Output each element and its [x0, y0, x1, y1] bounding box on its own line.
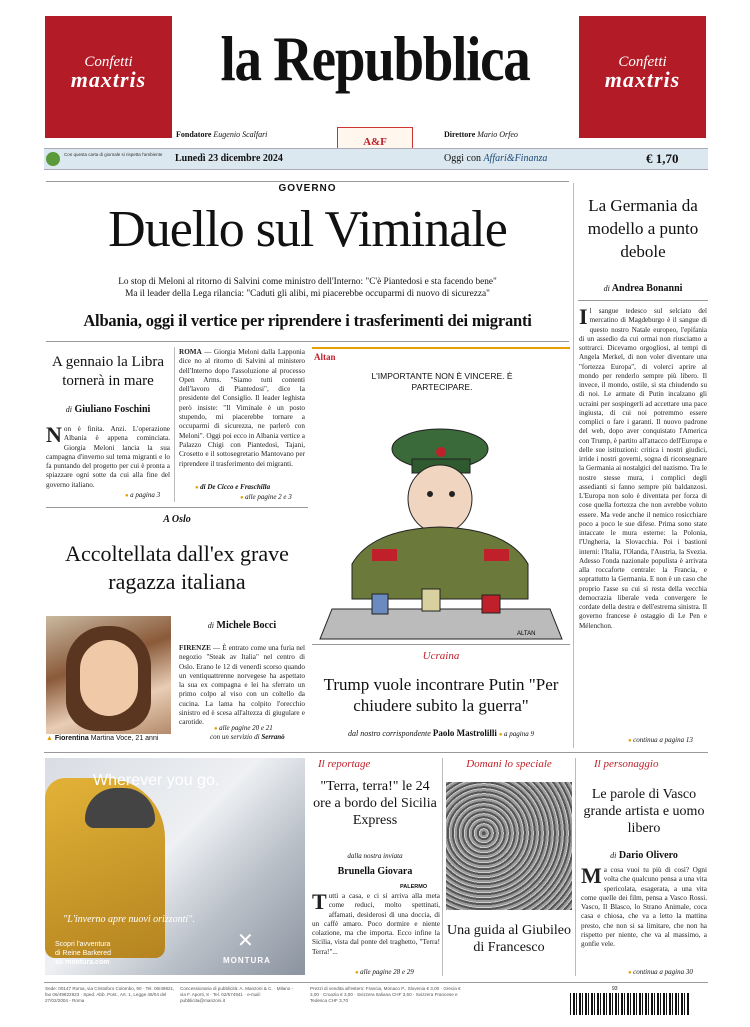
- oslo-headline[interactable]: Accoltellata dall'ex grave ragazza italiana: [65, 541, 289, 594]
- germany-byline: di Andrea Bonanni: [603, 283, 683, 294]
- footer-prices: Prezzi di vendita all'estero: Francia, Monaco P., Slovenia € 3,00 · Grecia € 3,00 · Croazia € 3,00 · Svizzera Italiana CHF 3,50 · Svizzera Francese e Tedesca CHF 3,70: [310, 986, 461, 1003]
- rule: [44, 982, 708, 983]
- main-ref[interactable]: ● alle pagine 2 e 3: [240, 493, 292, 501]
- supplement-line: Oggi con Affari&Finanza: [444, 153, 548, 164]
- main-body: ROMA — Giorgia Meloni dalla Lapponia dice no al ritorno di Salvini al ministero dell'Interno dopo l'assoluzione al processo Open Arms. "Siamo tutti contenti dell'lavoro di Piantedosi", dice la presidente del Consiglio. Il leader leghista però insiste: "Il Viminale è un posto stupendo, mi piacerebbe tornare a occuparmi di sicurezza, ne parlerò con Meloni". Oggi poi ecco in Albania vertice a Palazzo Chigi con Piantedosi, Tajani, Crosetto e il sottosegretario Mantovano per riprendere il trasferimento dei migranti.: [179, 348, 305, 468]
- ukraine-headline[interactable]: Trump vuole incontrare Putin "Per chiudere subito la guerra": [323, 675, 559, 715]
- cartoon-signature: ALTAN: [517, 631, 536, 637]
- character-headline[interactable]: Le parole di Vasco grande artista e uomo libero: [583, 787, 705, 836]
- main-deck: Lo stop di Meloni al ritorno di Salvini come ministro dell'Interno: "C'è Piantedosi e sta facendo bene" Ma il leader della Lega rilancia: "Caduti gli alibi, mi piacerebbe occuparmi di nuovo di sicurezza": [118, 277, 497, 299]
- rule: [44, 752, 708, 753]
- sub-headline[interactable]: Albania, oggi il vertice per riprendere i trasferimenti dei migranti: [83, 311, 532, 330]
- dateline-bar: Con questa carta di giornale si rispetta l'ambiente Lunedì 23 dicembre 2024 Oggi con Affari&Finanza € 1,70: [44, 148, 708, 170]
- footer-ads: Concessionaria di pubblicità: A. Manzoni & C. · Milano - via F. Aporti, 8 · Tel. 02/574941 · e-mail: pubblicita@manzoni.it: [180, 986, 294, 1003]
- character-body: Ma cosa vuoi tu più di così? Ogni volta che qualcuno pensa a una vita spericolata, esagerata, a una vita come quelle dei film, pensa a Vasco Rossi. Vasco, Il Blasco, lo Strano Animale, coca casa e chiosa, che va a letto la mattina presto, che non si sa limitare, che non ha rispetto per niente, che va al massimo, a gonfie vele.: [581, 863, 707, 949]
- oslo-kicker: A Oslo: [163, 514, 191, 525]
- barcode-no: 93: [612, 986, 618, 992]
- cartoon-caption: L'IMPORTANTE NON È VINCERE. È PARTECIPARE.: [371, 371, 513, 392]
- germany-ref[interactable]: ● continua a pagina 13: [628, 736, 693, 744]
- oslo-body: FIRENZE — È entrato come una furia nel negozio "Steak av Italia" nel centro di Oslo. Erano le 12 di venerdì scorso quando un ventiquattrenne norvegese ha aspettato la sua ex compagna e lei ha sferrato un primo colpo al viso con un coltello da cucina. La lama ha colpito l'orecchio sinistro ed è scesa all'altezza di giugulare e carotide.: [179, 644, 305, 727]
- main-headline[interactable]: Duello sul Viminale: [108, 201, 507, 258]
- ukraine-byline: dal nostro corrispondente Paolo Mastrolilli ● a pagina 9: [312, 728, 570, 738]
- divider: [442, 758, 443, 976]
- ad-right[interactable]: Confetti maxtris: [579, 16, 706, 138]
- character-ref[interactable]: ● continua a pagina 30: [628, 968, 693, 976]
- eco-icon: [46, 152, 60, 166]
- body-city: PALERMO: [400, 884, 428, 890]
- divider: [573, 183, 574, 748]
- oslo-ref[interactable]: ● alle pagine 20 e 21: [214, 724, 273, 732]
- reportage-kicker: Il reportage: [318, 758, 371, 770]
- date: Lunedì 23 dicembre 2024: [175, 153, 283, 164]
- byline-prefix: dalla nostra inviata: [347, 852, 403, 860]
- barcode: [570, 993, 690, 1015]
- germany-body: Il sangue tedesco sul selciato del mercatino di Magdeburgo è il sangue di questo nostro Natale europeo, l'epifania di un assedio da cui ormai non riusciamo a sottrarci. Dicevamo orgogliosi, al tempi di Angela Merkel, di non voler diventare una "fortezza Europa", di volerci aprire al mondo per renderlo sempre più libero. Il invece, il mondo, ostile, si sta chiudendo su di noi. Le armate di Putin incalzano gli ucraini per sospingerli ad accettare una pace ingiusta, di cui noi potremmo essere complici o fare i garanti. Il nuovo padrone del web, dopo aver conquistato l'America con Trump, è partito all'attacco dell'Europa e delle sue istituzioni: critica i nostri giudici, irride i nostri governi, sogna di riconsegnare la Germania ai nostalgici del nazismo. Tra le nostre stesse mura, i complici degli assedianti si fanno sempre più baldanzosi. L'Europa non solo è diventata per forza di cose quella fortezza che non avrebbe voluto essere. Ma vede anche il nemico rosicchiare poco a poco le sue difese. Prima sono state intaccate le mura esterne: la Polonia, l'Ungheria, la Slovacchia. Poi i bastioni interni: l'Italia, l'Olanda, l'Austria, la Svezia. Adesso l'onda nazionale populista è arrivata alla roccaforte centrale: la Francia, e soprattutto la Germania. E non è un caso che proprio l'asse su cui si resta della vecchia democrazia liberale veda convergere le cordate della destra e dell'estrema sinistra. Il governo francese è ostaggio di Le Pen e Mélenchon.: [579, 307, 707, 630]
- section-top-rule: [46, 181, 569, 182]
- character-kicker: Il personaggio: [594, 758, 659, 770]
- main-authors: ● di De Cicco e Fraschilla: [195, 483, 270, 491]
- rule: [578, 300, 708, 301]
- libra-ref[interactable]: ● a pagina 3: [125, 491, 160, 499]
- ukraine-kicker: Ucraina: [422, 650, 460, 662]
- reportage-headline[interactable]: "Terra, terra!" le 24 ore a bordo del Sicilia Express: [313, 779, 437, 828]
- special-headline[interactable]: Una guida al Giubileo di Francesco: [446, 923, 572, 955]
- libra-byline: di Giuliano Foschini: [65, 404, 151, 415]
- supplement-badge[interactable]: A&F: [337, 127, 413, 161]
- oslo-service: con un servizio di Serranò: [210, 733, 285, 741]
- character-byline: di Dario Olivero: [610, 850, 678, 861]
- libra-headline[interactable]: A gennaio la Libra tornerà in mare: [51, 354, 165, 389]
- cartoon-drawing: [312, 399, 570, 642]
- footer-address: Sede: 00147 Roma, via Cristoforo Colombo, 90 · Tel. 06/49821, fax 06/49822923 · Sped. Abb. Post., Art. 1, Legge 46/04 del 27/02/2004 - Roma: [45, 986, 175, 1003]
- rule: [46, 341, 569, 342]
- price: € 1,70: [646, 151, 679, 166]
- special-kicker: Domani lo speciale: [466, 758, 552, 770]
- reportage-body: Tutti a casa, e ci si arriva alla meta come reduci, molto spettinati, affamati, desiderosi di una doccia, di un caffè amaro. Poco dormire e niente colazione, ma che importa. Ecco infine la Sicilia, vista dal ponte del traghetto, "Terra! Terra!"...: [312, 889, 440, 956]
- masthead-title[interactable]: la Repubblica: [220, 23, 530, 94]
- libra-body: Non è finita. Anzi. L'operazione Albania è appena cominciata. Giorgia Meloni lancia la sua campagna d'inverno sul tema migranti e lo fa puntando del progetto per cui è pronta a spiazzare ogni sotte da cui alla fine del governo italiano.: [46, 422, 170, 489]
- founder-line: Fondatore Eugenio Scalfari: [176, 130, 268, 139]
- photo-caption: ▲ Fiorentina Martina Voce, 21 anni: [46, 735, 159, 742]
- director-line: Direttore Mario Orfeo: [444, 130, 518, 139]
- special-photo: [446, 782, 572, 910]
- section-label: GOVERNO: [278, 183, 337, 194]
- reportage-ref[interactable]: ● alle pagine 28 e 29: [355, 968, 414, 976]
- oslo-byline: di Michele Bocci: [207, 620, 277, 631]
- divider: [174, 347, 175, 502]
- rule: [312, 644, 570, 645]
- germany-headline[interactable]: La Germania da modello a punto debole: [587, 196, 699, 261]
- montura-icon: ✕: [237, 930, 254, 952]
- divider: [575, 758, 576, 976]
- ad-bottom[interactable]: Wherever you go. "L'inverno apre nuovi orizzonti". Scopri l'avventura di Reine Barkered su montura.com ✕ MONTURA: [45, 758, 305, 975]
- oslo-photo: [46, 616, 171, 734]
- cartoon: Altan L'IMPORTANTE NON È VINCERE. È PARTECIPARE. ALTAN: [312, 347, 570, 640]
- rule: [46, 507, 308, 508]
- reportage-author: Brunella Giovara: [337, 866, 413, 877]
- ad-left[interactable]: Confetti maxtris: [45, 16, 172, 138]
